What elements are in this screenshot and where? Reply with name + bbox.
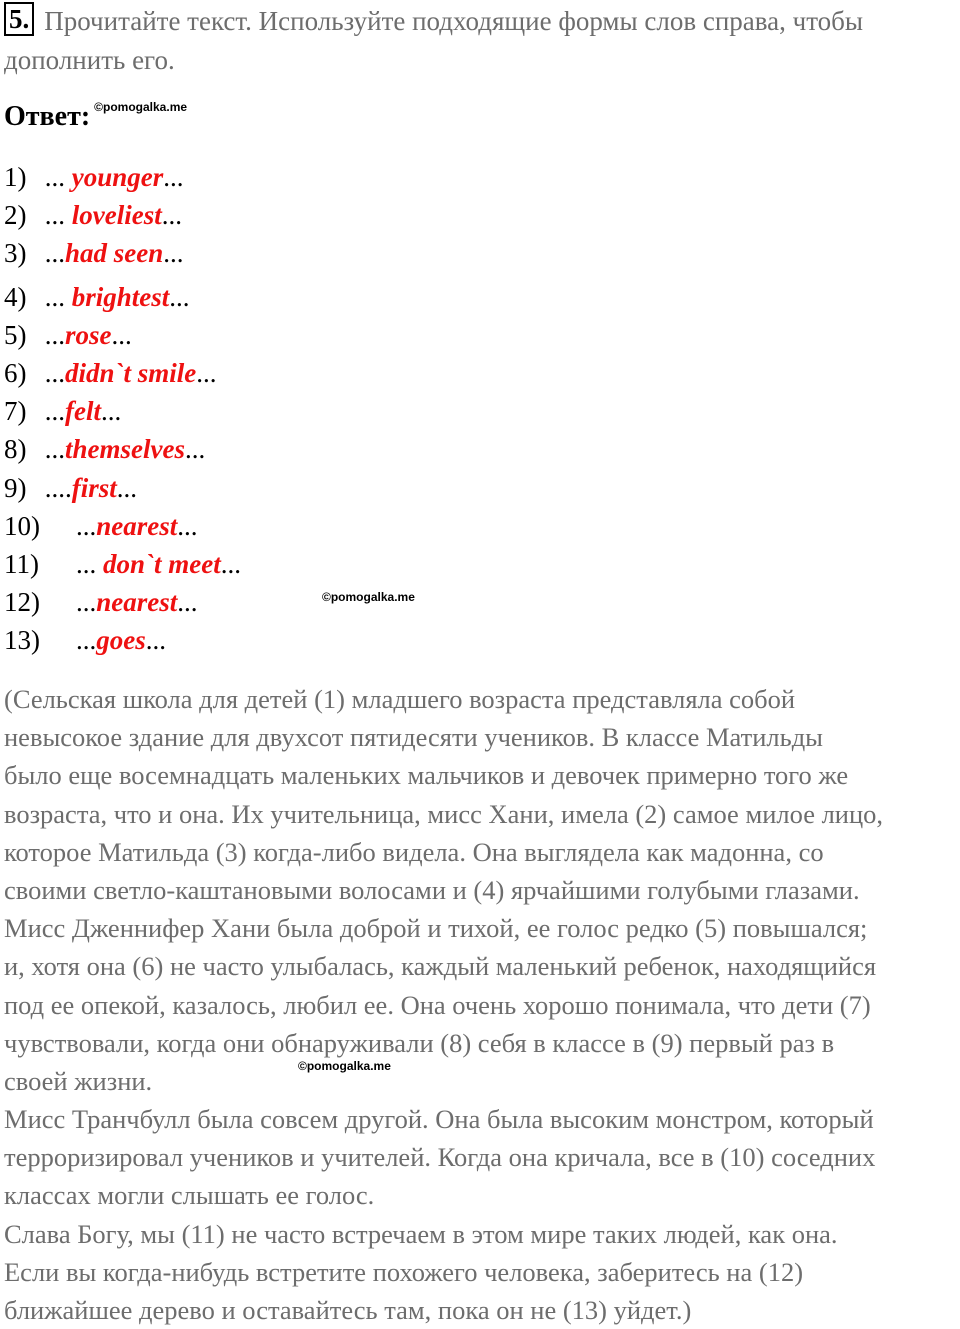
passage-line: и, хотя она (6) не часто улыбалась, каждый маленький ребенок, находящийся [4, 951, 877, 982]
passage-line: возраста, что и она. Их учительница, мисс Хани, имела (2) самое милое лицо, [4, 798, 884, 829]
answer-word: loveliest [71, 200, 162, 231]
task-number: 5. [4, 2, 34, 36]
answer-item [4, 507, 241, 545]
passage-line: Если вы когда-нибудь встретите похожего человека, заберитесь на (12) [4, 1256, 804, 1287]
answer-item [4, 316, 241, 354]
answer-number: 9) [4, 472, 27, 503]
answer-number: 12) [4, 587, 40, 618]
answer-suffix: ... [184, 434, 206, 465]
passage-line: классах могли слышать ее голос. [4, 1180, 375, 1211]
answer-number: 1) [4, 162, 27, 192]
answer-word: themselves [65, 434, 185, 465]
answer-item [4, 278, 241, 316]
answer-suffix: ... [145, 625, 166, 656]
answer-suffix: ... [111, 319, 132, 350]
answer-number: 7) [4, 396, 27, 427]
russian-passage [4, 680, 960, 1329]
passage-line: ближайшее дерево и оставайтесь там, пока он не (13) уйдет.) [4, 1295, 692, 1325]
passage-line: терроризировал учеников и учителей. Когда она кричала, все в (10) соседних [4, 1142, 876, 1173]
answer-number: 3) [4, 238, 27, 269]
answer-suffix: ... [177, 510, 198, 541]
answer-number: 4) [4, 281, 27, 312]
answer-prefix: ... [76, 625, 97, 656]
passage-line: своими светло-каштановыми волосами и (4) ярчайшими голубыми глазами. [4, 874, 860, 905]
answer-word: goes [96, 625, 146, 656]
answer-number: 11) [4, 548, 39, 579]
answer-suffix: ... [100, 396, 122, 427]
task-instruction-line1: Прочитайте текст. Используйте подходящие формы слов справа, чтобы [44, 6, 864, 36]
answer-prefix: ... [38, 396, 65, 427]
answer-list [4, 158, 241, 659]
answer-number: 5) [4, 319, 27, 350]
task-instruction-line2: дополнить его. [4, 45, 175, 75]
passage-line: своей жизни. [4, 1065, 153, 1096]
passage-line: которое Матильда (3) когда-либо видела. Она выглядела как мадонна, со [4, 836, 824, 867]
answer-suffix: ... [163, 162, 184, 192]
answer-item [4, 545, 241, 583]
answer-suffix: ... [196, 357, 217, 388]
answer-prefix: ... [38, 238, 65, 269]
answer-item [4, 196, 241, 234]
answer-prefix: ... [38, 319, 65, 350]
answer-prefix: .... [38, 472, 72, 503]
answer-prefix: ... [38, 200, 72, 231]
answer-item [4, 469, 241, 507]
answer-item [4, 583, 241, 621]
answer-word: first [71, 472, 117, 503]
answer-number: 8) [4, 434, 27, 465]
answer-heading: Ответ: [4, 101, 91, 132]
passage-line: Мисс Транчбулл была совсем другой. Она была высоким монстром, который [4, 1104, 874, 1135]
answer-prefix: ... [76, 548, 103, 579]
answer-item [4, 158, 241, 196]
answer-number: 6) [4, 357, 27, 388]
answer-suffix: ... [177, 587, 198, 618]
answer-word: didn`t smile [65, 357, 197, 388]
answer-suffix: ... [116, 472, 138, 503]
answer-prefix: ... [38, 281, 72, 312]
answer-prefix: ... [38, 357, 65, 388]
answer-prefix: ... [76, 510, 97, 541]
answer-word: don`t meet [103, 548, 221, 579]
answer-prefix: ... [38, 434, 65, 465]
passage-line: Слава Богу, мы (11) не часто встречаем в этом мире таких людей, как она. [4, 1218, 838, 1249]
answer-item [4, 430, 241, 468]
answer-prefix: ... [38, 162, 72, 192]
answer-number: 13) [4, 625, 40, 656]
watermark-passage: ©pomogalka.me [298, 1059, 391, 1073]
answer-suffix: ... [163, 238, 184, 269]
answer-suffix: ... [169, 281, 190, 312]
answer-prefix: ... [76, 587, 97, 618]
passage-line: невысокое здание для двухсот пятидесяти учеников. В классе Матильды [4, 722, 823, 753]
watermark-top: ©pomogalka.me [94, 100, 188, 114]
passage-line: Мисс Дженнифер Хани была доброй и тихой, ее голос редко (5) повышался; [4, 913, 868, 944]
answer-number: 2) [4, 200, 27, 231]
passage-line: под ее опекой, казалось, любил ее. Она очень хорошо понимала, что дети (7) [4, 989, 871, 1020]
answer-word: rose [65, 319, 112, 350]
answer-item [4, 234, 241, 272]
answer-number: 10) [4, 510, 40, 541]
answer-word: had seen [65, 238, 164, 269]
task-header [4, 2, 954, 80]
passage-line: было еще восемнадцать маленьких мальчиков и девочек примерно того же [4, 760, 849, 791]
passage-line: чувствовали, когда они обнаруживали (8) себя в классе в (9) первый раз в [4, 1027, 835, 1058]
answer-word: nearest [96, 510, 178, 541]
answer-word: brightest [71, 281, 170, 312]
answer-word: felt [65, 396, 101, 427]
watermark-middle: ©pomogalka.me [322, 590, 415, 604]
answer-item [4, 392, 241, 430]
answer-suffix: ... [220, 548, 241, 579]
answer-item [4, 354, 241, 392]
answer-heading-block [4, 100, 187, 133]
passage-line: (Сельская школа для детей (1) младшего возраста представляла собой [4, 684, 796, 714]
answer-word: younger [71, 162, 164, 192]
answer-suffix: ... [161, 200, 182, 231]
answer-word: nearest [96, 587, 178, 618]
answer-item [4, 621, 241, 659]
